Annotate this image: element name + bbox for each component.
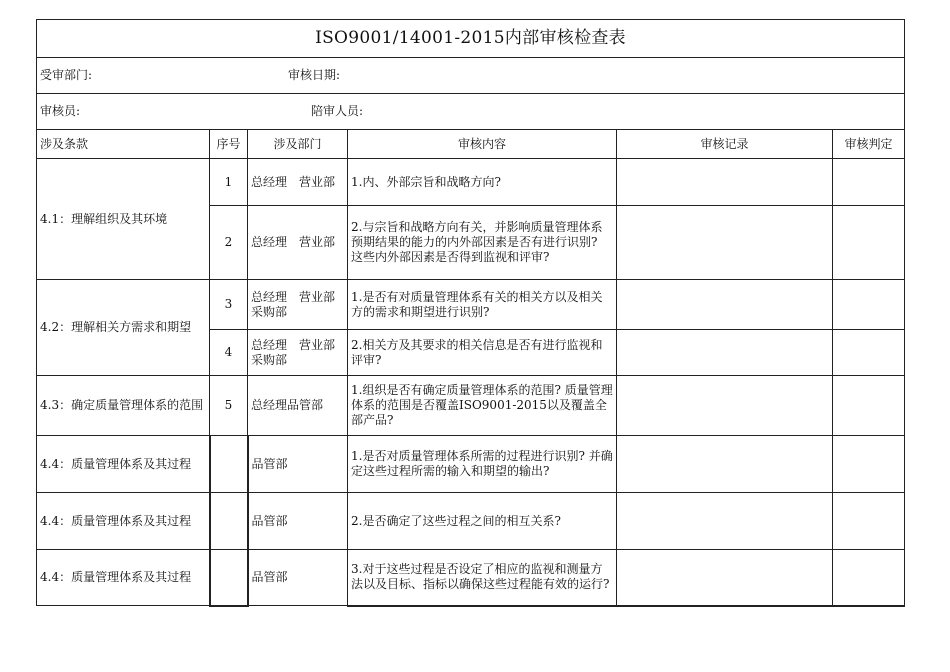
content-cell: 1.是否对质量管理体系所需的过程进行识别? 并确定这些过程所需的输入和期望的输出?: [348, 436, 617, 493]
clause-cell: 4.3：确定质量管理体系的范围: [37, 376, 210, 436]
record-cell[interactable]: [617, 159, 833, 206]
record-cell[interactable]: [617, 206, 833, 280]
audit-checklist-sheet: [36, 19, 904, 607]
seq-cell: 4: [210, 330, 248, 376]
escort-label: 陪审人员:: [311, 104, 364, 118]
clause-cell: 4.4：质量管理体系及其过程: [37, 436, 210, 493]
judgement-cell[interactable]: [833, 436, 905, 493]
dept-cell: 总经理 营业部采购部: [248, 280, 348, 330]
header-record: 审核记录: [617, 130, 833, 159]
info-row-auditor: [37, 94, 905, 130]
dept-cell: 总经理 营业部采购部: [248, 330, 348, 376]
table-row: [37, 280, 905, 330]
record-cell[interactable]: [617, 550, 833, 606]
content-cell: 2.是否确定了这些过程之间的相互关系?: [348, 493, 617, 550]
clause-cell: 4.2：理解相关方需求和期望: [37, 280, 210, 376]
clause-cell: 4.1：理解组织及其环境: [37, 159, 210, 280]
judgement-cell[interactable]: [833, 376, 905, 436]
table-header-row: [37, 130, 905, 159]
page-title: ISO9001/14001-2015内部审核检查表: [37, 20, 905, 58]
header-judgement: 审核判定: [833, 130, 905, 159]
dept-cell: 品管部: [248, 493, 348, 550]
table-row: [37, 159, 905, 206]
dept-cell: 品管部: [248, 436, 348, 493]
seq-cell: [210, 550, 248, 606]
record-cell[interactable]: [617, 493, 833, 550]
content-cell: 1.组织是否有确定质量管理体系的范围? 质量管理体系的范围是否覆盖ISO9001-2015以及覆盖全部产品?: [348, 376, 617, 436]
content-cell: 1.内、外部宗旨和战略方向?: [348, 159, 617, 206]
table-row: [37, 550, 905, 606]
judgement-cell[interactable]: [833, 550, 905, 606]
table-row: [37, 493, 905, 550]
table-row: [37, 436, 905, 493]
content-cell: 1.是否有对质量管理体系有关的相关方以及相关方的需求和期望进行识别?: [348, 280, 617, 330]
record-cell[interactable]: [617, 330, 833, 376]
clause-cell: 4.4：质量管理体系及其过程: [37, 550, 210, 606]
table-row: [37, 376, 905, 436]
seq-cell: 1: [210, 159, 248, 206]
dept-cell: 总经理 营业部: [248, 159, 348, 206]
judgement-cell[interactable]: [833, 159, 905, 206]
dept-cell: 总经理 营业部: [248, 206, 348, 280]
record-cell[interactable]: [617, 280, 833, 330]
dept-cell: 品管部: [248, 550, 348, 606]
seq-cell: 3: [210, 280, 248, 330]
judgement-cell[interactable]: [833, 206, 905, 280]
record-cell[interactable]: [617, 376, 833, 436]
clause-cell: 4.4：质量管理体系及其过程: [37, 493, 210, 550]
header-content: 审核内容: [348, 130, 617, 159]
auditor-label: 审核员:: [40, 104, 81, 118]
date-label: 审核日期:: [288, 68, 341, 82]
content-cell: 2.相关方及其要求的相关信息是否有进行监视和评审?: [348, 330, 617, 376]
content-cell: 2.与宗旨和战略方向有关，并影响质量管理体系预期结果的能力的内外部因素是否有进行识别? 这些内外部因素是否得到监视和评审?: [348, 206, 617, 280]
seq-cell: 2: [210, 206, 248, 280]
dept-cell: 总经理品管部: [248, 376, 348, 436]
dept-label: 受审部门:: [40, 68, 93, 82]
header-dept: 涉及部门: [248, 130, 348, 159]
seq-cell: [210, 493, 248, 550]
info-row-dept-date: [37, 58, 905, 94]
judgement-cell[interactable]: [833, 330, 905, 376]
content-cell: 3.对于这些过程是否设定了相应的监视和测量方法以及目标、指标以确保这些过程能有效的运行?: [348, 550, 617, 606]
judgement-cell[interactable]: [833, 493, 905, 550]
header-seq: 序号: [210, 130, 248, 159]
judgement-cell[interactable]: [833, 280, 905, 330]
seq-cell: 5: [210, 376, 248, 436]
seq-cell: [210, 436, 248, 493]
record-cell[interactable]: [617, 436, 833, 493]
audit-checklist-table: [36, 19, 905, 607]
header-clause: 涉及条款: [37, 130, 210, 159]
